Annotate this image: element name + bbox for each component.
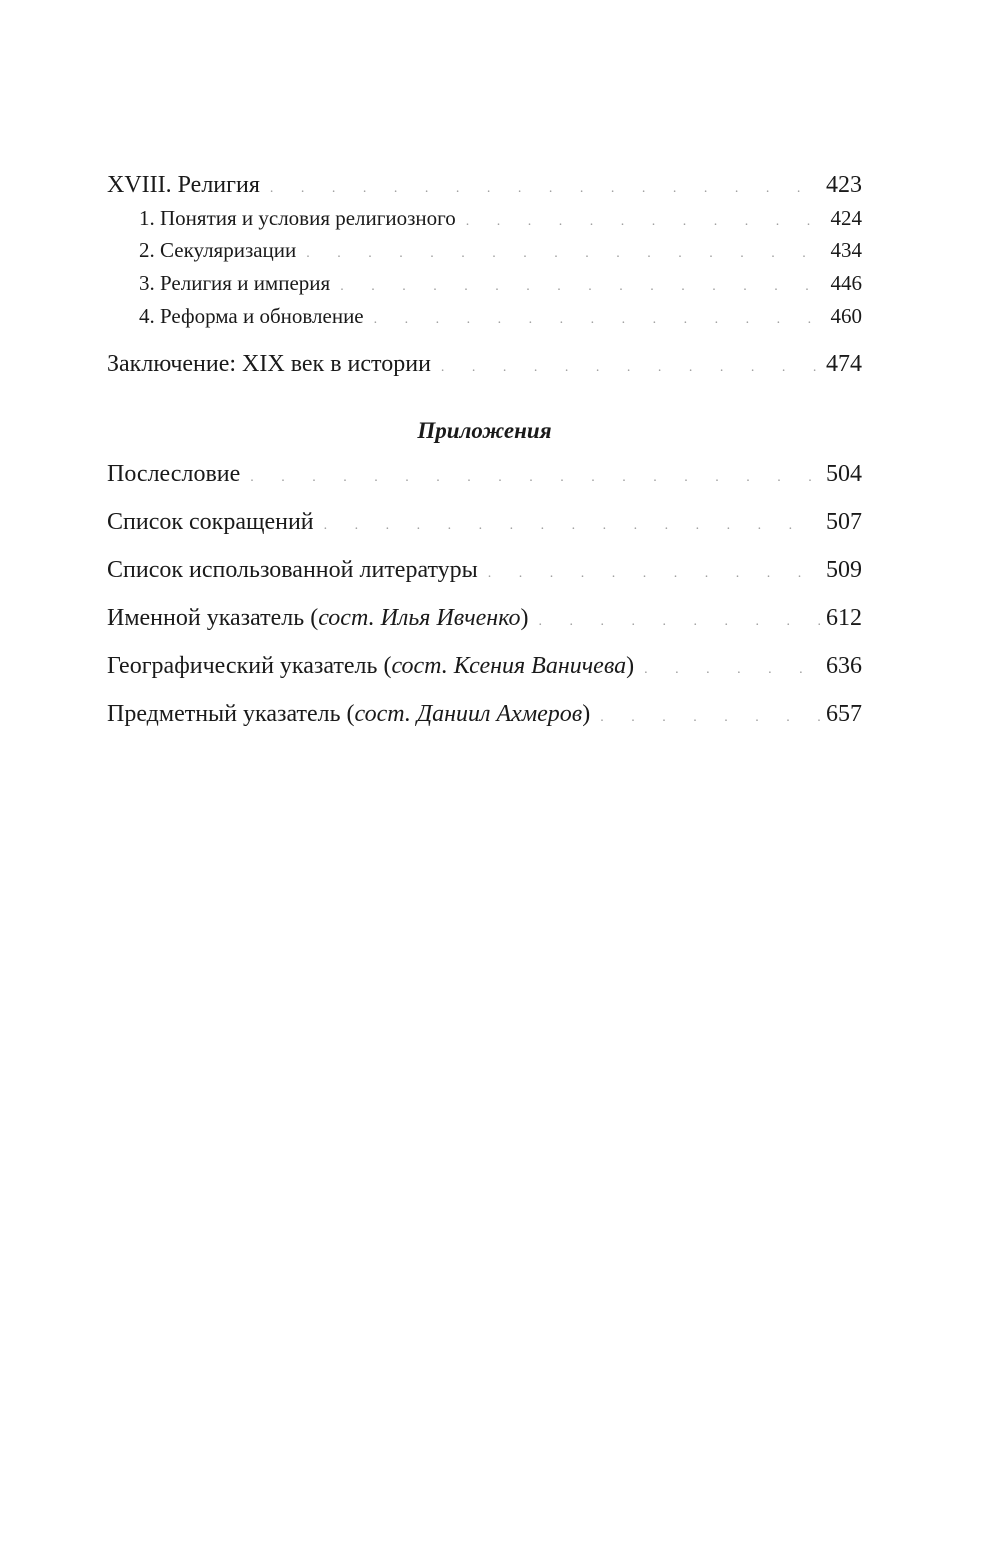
toc-entry-appendix[interactable] <box>107 701 862 735</box>
toc-entry-title: XVIII. Религия <box>107 172 260 198</box>
toc-entry-page: 446 <box>830 271 862 295</box>
toc-entry-subsection[interactable] <box>107 238 862 272</box>
toc-entry-title: Именной указатель (сост. Илья Ивченко) <box>107 605 529 631</box>
dot-leader <box>324 518 820 534</box>
compiler-credit: сост. Илья Ивченко <box>318 605 521 631</box>
toc-entry-title: Предметный указатель (сост. Даниил Ахмеров) <box>107 701 591 727</box>
toc-entry-chapter[interactable] <box>107 172 862 206</box>
dot-leader <box>644 662 820 678</box>
appendix-heading: Приложения <box>417 418 552 443</box>
toc-entry-title: Послесловие <box>107 461 241 487</box>
toc-entry-title: Список сокращений <box>107 509 314 535</box>
toc-entry-appendix[interactable] <box>107 653 862 687</box>
toc-entry-title: 3. Религия и империя <box>139 271 331 295</box>
toc-entry-page: 424 <box>830 206 862 230</box>
dot-leader <box>441 360 820 376</box>
dot-leader <box>374 312 820 328</box>
compiler-credit: сост. Ксения Ваничева <box>391 653 627 679</box>
toc-entry-page: 612 <box>826 605 862 631</box>
toc-entry-subsection[interactable] <box>107 206 862 240</box>
toc-entry-title: Географический указатель (сост. Ксения Ваничева) <box>107 653 635 679</box>
dot-leader <box>539 614 820 630</box>
toc-entry-title: Список использованной литературы <box>107 557 478 583</box>
toc-entry-appendix[interactable] <box>107 461 862 495</box>
toc-entry-page: 460 <box>830 304 862 328</box>
toc-entry-page: 434 <box>830 238 862 262</box>
toc-entry-appendix[interactable] <box>107 557 862 591</box>
dot-leader <box>488 566 820 582</box>
dot-leader <box>466 214 820 230</box>
toc-entry-page: 507 <box>826 509 862 535</box>
dot-leader <box>340 279 820 295</box>
toc-entry-subsection[interactable] <box>107 271 862 305</box>
toc-entry-subsection[interactable] <box>107 304 862 338</box>
toc-entry-page: 657 <box>826 701 862 727</box>
toc-entry-title: 4. Реформа и обновление <box>139 304 364 328</box>
toc-entry-appendix[interactable] <box>107 605 862 639</box>
toc-entry-title: 2. Секуляризации <box>139 238 297 262</box>
dot-leader <box>250 470 820 486</box>
toc-entry-conclusion[interactable] <box>107 351 862 385</box>
toc-entry-page: 504 <box>826 461 862 487</box>
dot-leader <box>306 246 820 262</box>
dot-leader <box>270 181 820 197</box>
toc-entry-page: 423 <box>826 172 862 198</box>
dot-leader <box>600 710 820 726</box>
toc-entry-page: 509 <box>826 557 862 583</box>
toc-entry-page: 636 <box>826 653 862 679</box>
toc-entry-page: 474 <box>826 351 862 377</box>
compiler-credit: сост. Даниил Ахмеров <box>354 701 583 727</box>
toc-entry-appendix[interactable] <box>107 509 862 543</box>
toc-entry-title: 1. Понятия и условия религиозного <box>139 206 456 230</box>
toc-entry-title: Заключение: XIX век в истории <box>107 351 431 377</box>
